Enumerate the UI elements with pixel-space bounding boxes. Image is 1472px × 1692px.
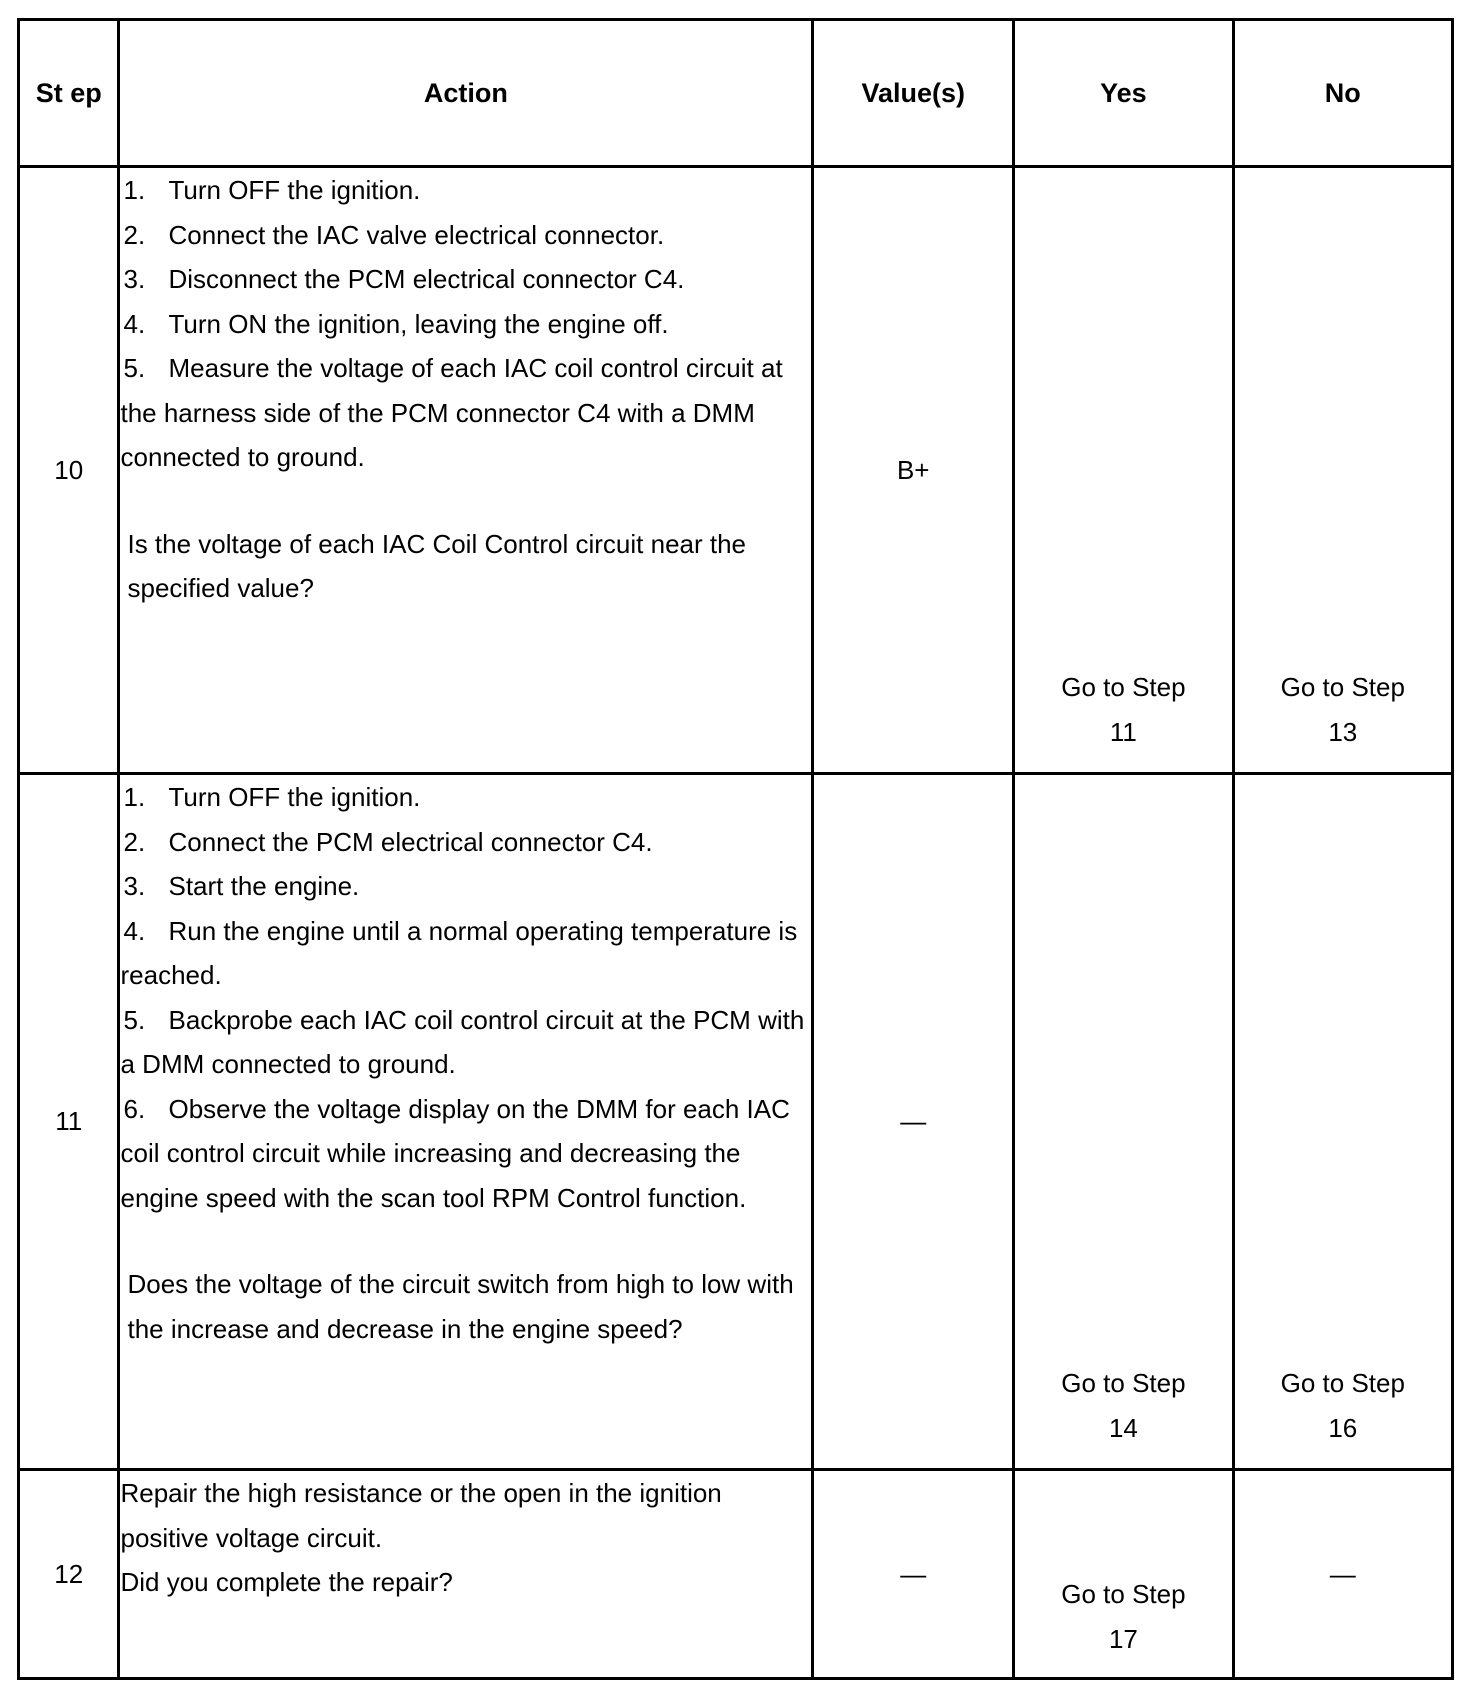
action-cell: [119, 774, 813, 1470]
value-cell: —: [813, 774, 1014, 1470]
action-item: 2. Connect the PCM electrical connector C4.: [123, 826, 653, 857]
value-cell: B+: [813, 167, 1014, 774]
action-question: Is the voltage of each IAC Coil Control circuit near the specified value?: [127, 528, 747, 603]
action-item: 5. Backprobe each IAC coil control circuit at the PCM with a DMM connected to ground.: [120, 1004, 805, 1079]
action-item: 1. Turn OFF the ignition.: [123, 175, 421, 205]
action-cell: [119, 167, 813, 774]
action-item: 1. Turn OFF the ignition.: [123, 782, 421, 812]
yes-cell: Go to Step 11: [1014, 167, 1233, 774]
step-number: 12: [19, 1470, 119, 1679]
no-cell: Go to Step 13: [1233, 167, 1452, 774]
header-no: No: [1233, 20, 1452, 167]
yes-cell: Go to Step 17: [1014, 1470, 1233, 1679]
header-row: [19, 20, 1453, 167]
action-item: 6. Observe the voltage display on the DMM for each IAC coil control circuit while increasing and decreasing the engine speed with the scan tool RPM Control function.: [120, 1093, 790, 1213]
step-number: 10: [19, 167, 119, 774]
action-item: 4. Run the engine until a normal operating temperature is reached.: [120, 915, 798, 990]
header-action: Action: [119, 20, 813, 167]
value-cell: —: [813, 1470, 1014, 1679]
action-cell: [119, 1470, 813, 1679]
header-values: Value(s): [813, 20, 1014, 167]
no-cell: —: [1233, 1470, 1452, 1679]
table-row: [19, 774, 1453, 1470]
no-cell: Go to Step 16: [1233, 774, 1452, 1470]
yes-cell: Go to Step 14: [1014, 774, 1233, 1470]
step-number: 11: [19, 774, 119, 1470]
action-item: 3. Start the engine.: [123, 871, 360, 901]
action-text: Repair the high resistance or the open in the ignition positive voltage circuit.: [120, 1478, 722, 1553]
table-row: [19, 1470, 1453, 1679]
action-question: Did you complete the repair?: [120, 1567, 453, 1597]
action-item: 2. Connect the IAC valve electrical connector.: [123, 219, 665, 250]
diagnostic-table: [17, 18, 1454, 1680]
table-row: [19, 167, 1453, 774]
action-item: 3. Disconnect the PCM electrical connector C4.: [123, 264, 685, 294]
header-step: St ep: [19, 20, 119, 167]
action-item: 5. Measure the voltage of each IAC coil control circuit at the harness side of the PCM connector C4 with a DMM connected to ground.: [120, 353, 783, 472]
action-item: 4. Turn ON the ignition, leaving the engine off.: [123, 308, 669, 339]
header-yes: Yes: [1014, 20, 1233, 167]
action-question: Does the voltage of the circuit switch from high to low with the increase and decrease in the engine speed?: [127, 1269, 794, 1344]
